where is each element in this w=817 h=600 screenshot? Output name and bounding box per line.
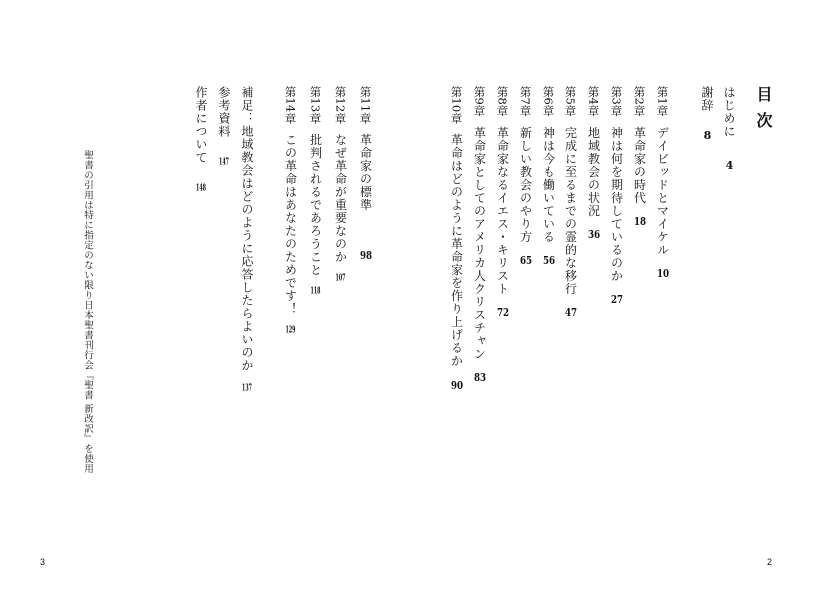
toc-entry-chapter-12 xyxy=(334,86,347,283)
page-number-right: 2 xyxy=(767,557,773,567)
entry-page: 148 xyxy=(196,184,206,193)
toc-entry-chapter-8 xyxy=(496,86,509,318)
entry-page: 27 xyxy=(610,294,624,306)
entry-title: 謝辞 xyxy=(700,86,714,112)
chapter-label: 第5章 xyxy=(563,86,578,117)
chapter-label: 第12章 xyxy=(333,86,348,124)
entry-page: 72 xyxy=(496,307,510,319)
entry-title: 作者について xyxy=(194,86,208,164)
toc-entry-chapter-13 xyxy=(309,86,322,296)
entry-title: はじめに xyxy=(722,86,736,138)
entry-title: 神は今も働いている xyxy=(541,126,556,244)
toc-entry-intro xyxy=(723,86,735,171)
scripture-note: 聖書の引用は特に指定のない限り日本聖書刊行会『聖書 新改訳』を使用 xyxy=(82,150,93,474)
entry-page: 10 xyxy=(656,268,670,280)
entry-title: 参考資料 xyxy=(217,86,231,138)
entry-title: 新しい教会のやり方 xyxy=(518,126,533,244)
chapter-label: 第4章 xyxy=(586,86,601,117)
toc-entry-chapter-3 xyxy=(610,86,623,305)
chapter-label: 第11章 xyxy=(358,86,373,124)
entry-page: 147 xyxy=(219,158,229,167)
entry-title: なぜ革命が重要なのか xyxy=(333,133,348,264)
entry-title: 革命家の時代 xyxy=(632,126,647,205)
toc-entry-chapter-7 xyxy=(519,86,532,266)
toc-entry-chapter-14 xyxy=(284,86,297,335)
chapter-label: 第10章 xyxy=(449,86,464,124)
entry-title: 補足：地域教会はどのように応答したらよいのか xyxy=(240,86,254,372)
chapter-label: 第6章 xyxy=(541,86,556,117)
toc-entry-chapter-6 xyxy=(542,86,555,266)
entry-title: 神は何を期待しているのか xyxy=(609,126,624,283)
toc-entry-about-author xyxy=(195,86,207,193)
chapter-label: 第1章 xyxy=(655,86,670,117)
entry-page: 36 xyxy=(587,229,601,241)
toc-entry-chapter-5 xyxy=(564,86,577,318)
entry-title: 地域教会の状況 xyxy=(586,126,601,218)
toc-entry-acknowledgements xyxy=(701,86,713,141)
chapter-label: 第2章 xyxy=(632,86,647,117)
entry-page: 83 xyxy=(473,372,487,384)
entry-title: この革命はあなたのためです！ xyxy=(283,133,298,316)
entry-title: 批判されるであろうこと xyxy=(308,133,323,277)
entry-page: 90 xyxy=(450,379,464,391)
entry-page: 56 xyxy=(542,255,556,267)
entry-title: 完成に至るまでの霊的な移行 xyxy=(563,126,578,296)
entry-page: 107 xyxy=(335,273,346,283)
entry-title: 革命家としてのアメリカ人クリスチャン xyxy=(472,126,487,361)
chapter-label: 第3章 xyxy=(609,86,624,117)
toc-entry-chapter-11 xyxy=(359,86,372,261)
toc-entry-references xyxy=(218,86,230,167)
toc-entry-chapter-9 xyxy=(473,86,486,383)
entry-title: 革命家なるイエス・キリスト xyxy=(495,126,510,296)
toc-entry-supplement xyxy=(241,86,253,393)
toc-title: 目次 xyxy=(754,86,773,138)
chapter-label: 第8章 xyxy=(495,86,510,117)
toc-entry-chapter-2 xyxy=(633,86,646,227)
entry-title: 革命はどのように革命家を作り上げるか xyxy=(449,133,464,368)
entry-page: 18 xyxy=(633,216,647,228)
entry-page: 47 xyxy=(564,307,578,319)
entry-title: 革命家の標準 xyxy=(358,133,373,212)
toc-entry-chapter-1 xyxy=(656,86,669,279)
chapter-label: 第7章 xyxy=(518,86,533,117)
chapter-label: 第9章 xyxy=(472,86,487,117)
entry-page: 4 xyxy=(725,160,734,171)
entry-page: 118 xyxy=(310,286,321,296)
page-number-left: 3 xyxy=(40,557,46,567)
toc-entry-chapter-4 xyxy=(587,86,600,240)
entry-page: 8 xyxy=(703,130,712,141)
toc-entry-chapter-10 xyxy=(450,86,463,391)
entry-page: 98 xyxy=(359,249,373,261)
chapter-label: 第14章 xyxy=(283,86,298,124)
entry-title: デイビッドとマイケル xyxy=(655,126,670,257)
entry-page: 137 xyxy=(242,384,252,393)
entry-page: 129 xyxy=(285,325,296,335)
entry-page: 65 xyxy=(519,255,533,267)
chapter-label: 第13章 xyxy=(308,86,323,124)
